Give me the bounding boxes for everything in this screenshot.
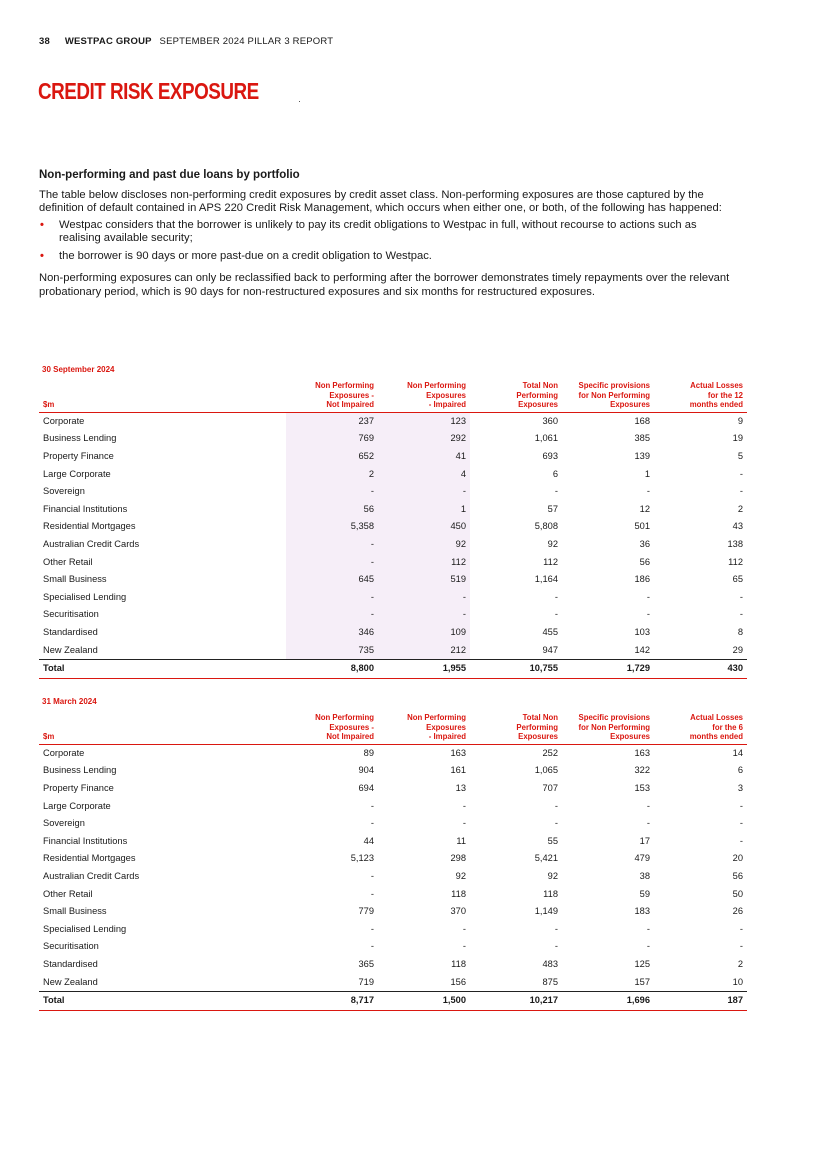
table-cell: 17 (639, 835, 650, 846)
table-cell: 118 (543, 888, 558, 899)
table-cell: - (286, 483, 378, 501)
exposure-table (39, 709, 747, 1011)
table-cell: 118 (451, 888, 466, 899)
row-label: Financial Institutions (43, 503, 128, 514)
row-label: Australian Credit Cards (43, 538, 140, 549)
table-row (39, 624, 747, 642)
table-cell: - (554, 941, 558, 952)
column-header-line: Exposures - (329, 722, 374, 732)
table-cell: 322 (634, 765, 650, 776)
table-cell: 212 (378, 642, 470, 660)
table-cell: 769 (286, 430, 378, 448)
table-cell: 92 (378, 536, 470, 554)
table-row (39, 798, 747, 816)
row-label: Sovereign (43, 486, 85, 497)
table-cell: 9 (737, 415, 743, 426)
total-cell: 187 (654, 992, 747, 1011)
column-header-line: Exposures (610, 400, 650, 410)
page-title: CREDIT RISK EXPOSURE (38, 78, 259, 104)
table-cell: - (739, 800, 743, 811)
table-cell: 142 (634, 644, 650, 655)
table-row (39, 815, 747, 833)
table-cell: - (370, 870, 374, 881)
table-row (39, 833, 747, 851)
total-cell: 1,955 (378, 660, 470, 679)
column-header-line: Exposures (426, 722, 466, 732)
table-cell: 19 (732, 433, 743, 444)
row-label: Residential Mortgages (43, 853, 136, 864)
column-header-line: $m (43, 400, 55, 410)
row-label: Other Retail (43, 556, 93, 567)
table-cell: - (286, 536, 378, 554)
column-header-line: Performing (516, 722, 558, 732)
section-heading: Non-performing and past due loans by portfolio (39, 169, 300, 181)
table-cell: 298 (450, 853, 466, 864)
table-cell: 6 (737, 765, 743, 776)
row-label: Small Business (43, 906, 107, 917)
column-header-line: months ended (689, 732, 743, 742)
bullet-icon: • (40, 250, 44, 263)
table-cell: 450 (378, 518, 470, 536)
table-cell: - (554, 609, 558, 620)
table-date: 31 March 2024 (42, 697, 97, 706)
table-cell: - (739, 486, 743, 497)
table-cell: 652 (286, 448, 378, 466)
table-cell: 10 (732, 976, 743, 987)
table-cell: 29 (732, 644, 743, 655)
column-header-line: Non Performing (315, 713, 374, 722)
table-cell: 38 (639, 870, 650, 881)
column-header (286, 709, 378, 744)
column-header-line: Non Performing (407, 713, 466, 722)
bullet-text: the borrower is 90 days or more past-due on a credit obligation to Westpac. (59, 250, 432, 263)
table-cell: 55 (547, 835, 558, 846)
column-header-line: Total Non (522, 713, 558, 722)
intro-paragraph: The table below discloses non-performing credit exposures by credit asset class. Non-performing exposures are those captured by the definition of default contained in APS 220 Credit Risk Management, which occurs when either one, or both, of the following has happened: (39, 189, 722, 215)
header-row (39, 377, 747, 412)
table-cell: - (378, 606, 470, 624)
table-row (39, 642, 747, 660)
table-cell: 693 (542, 450, 558, 461)
table-cell: 26 (732, 906, 743, 917)
table-cell: 89 (363, 747, 374, 758)
column-header-line: Not Impaired (326, 400, 374, 410)
table-cell: 360 (542, 415, 558, 426)
table-cell: 479 (634, 853, 650, 864)
table-cell: 8 (737, 626, 743, 637)
table-cell: 252 (542, 747, 558, 758)
table-cell: - (370, 941, 374, 952)
table-cell: 483 (542, 958, 558, 969)
bullet-item (39, 219, 739, 246)
table-row (39, 466, 747, 484)
column-header-line: Non Performing (315, 381, 374, 390)
table-cell: - (370, 923, 374, 934)
table-mar-2024 (39, 697, 747, 1011)
table-cell: 455 (542, 626, 558, 637)
table-cell: 163 (634, 747, 650, 758)
row-label: Securitisation (43, 609, 99, 620)
table-cell: - (554, 800, 558, 811)
table-cell: 14 (732, 747, 743, 758)
table-cell: 501 (634, 521, 650, 532)
table-cell: - (739, 818, 743, 829)
table-row (39, 606, 747, 624)
column-header-line: Specific provisions (578, 381, 650, 390)
column-header-line: months ended (689, 400, 743, 410)
table-cell: 1,164 (534, 574, 558, 585)
table-cell: 735 (286, 642, 378, 660)
total-cell: 430 (654, 660, 747, 679)
table-row (39, 571, 747, 589)
total-cell: 8,800 (286, 660, 378, 679)
row-label: Small Business (43, 574, 107, 585)
table-cell: 779 (358, 906, 374, 917)
table-cell: 56 (286, 501, 378, 519)
row-label: Standardised (43, 626, 98, 637)
table-cell: 65 (732, 574, 743, 585)
table-cell: 385 (634, 433, 650, 444)
table-cell: 153 (634, 782, 650, 793)
column-header-line: for Non Performing (578, 722, 650, 732)
table-cell: 157 (634, 976, 650, 987)
table-cell: 123 (378, 412, 470, 430)
table-cell: 707 (542, 782, 558, 793)
table-row (39, 589, 747, 607)
column-header (39, 709, 286, 744)
table-cell: 519 (378, 571, 470, 589)
table-cell: - (739, 923, 743, 934)
total-cell: 8,717 (286, 992, 378, 1011)
table-row (39, 430, 747, 448)
row-label: Corporate (43, 415, 85, 426)
row-label: Other Retail (43, 888, 93, 899)
column-header (654, 709, 747, 744)
table-cell: 1,065 (534, 765, 558, 776)
table-row (39, 536, 747, 554)
column-header-line: Exposures (610, 732, 650, 742)
table-row (39, 974, 747, 992)
column-header (39, 377, 286, 412)
bullet-text: Westpac considers that the borrower is unlikely to pay its credit obligations to Westpac in full, without recourse to actions such as realising available security; (59, 218, 697, 244)
table-cell: 41 (378, 448, 470, 466)
total-cell: 1,500 (378, 992, 470, 1011)
table-cell: 183 (634, 906, 650, 917)
table-row (39, 868, 747, 886)
table-cell: 2 (737, 503, 743, 514)
table-cell: 118 (451, 958, 466, 969)
table-cell: 1,061 (534, 433, 558, 444)
total-cell: 10,217 (470, 992, 562, 1011)
table-cell: - (646, 609, 650, 620)
row-label: New Zealand (43, 976, 98, 987)
table-cell: - (462, 818, 466, 829)
column-header-line: $m (43, 732, 55, 742)
column-header-line: Total Non (522, 381, 558, 390)
table-cell: 6 (552, 468, 558, 479)
table-cell: 719 (358, 976, 374, 987)
total-cell: 10,755 (470, 660, 562, 679)
column-header-line: - Impaired (428, 732, 466, 742)
table-cell: 5,421 (534, 853, 558, 864)
row-label: Australian Credit Cards (43, 870, 140, 881)
table-cell: 56 (732, 870, 743, 881)
table-date: 30 September 2024 (42, 365, 115, 374)
table-cell: 346 (286, 624, 378, 642)
column-header-line: Exposures - (329, 390, 374, 400)
table-cell: 365 (358, 958, 374, 969)
table-cell: - (370, 800, 374, 811)
column-header-line: Specific provisions (578, 713, 650, 722)
row-label: Property Finance (43, 782, 114, 793)
table-cell: 237 (286, 412, 378, 430)
closing-paragraph: Non-performing exposures can only be reclassified back to performing after the borrower demonstrates timely repayments over the relevant probationary period, which is 90 days for non-restructured exposures and six months for restructured exposures. (39, 272, 730, 298)
row-label: Sovereign (43, 818, 85, 829)
table-cell: - (370, 888, 374, 899)
column-header (378, 377, 470, 412)
table-row (39, 780, 747, 798)
table-row (39, 501, 747, 519)
table-cell: - (286, 554, 378, 572)
row-label: Property Finance (43, 450, 114, 461)
table-cell: - (554, 923, 558, 934)
table-cell: - (462, 800, 466, 811)
table-row (39, 886, 747, 904)
table-cell: - (646, 818, 650, 829)
total-label: Total (39, 992, 286, 1011)
table-cell: - (646, 486, 650, 497)
table-cell: 186 (634, 574, 650, 585)
table-cell: 168 (634, 415, 650, 426)
table-cell: 139 (634, 450, 650, 461)
column-header (286, 377, 378, 412)
table-cell: - (378, 589, 470, 607)
row-label: Corporate (43, 747, 85, 758)
table-cell: 20 (732, 853, 743, 864)
table-cell: 112 (543, 556, 558, 567)
table-cell: 43 (732, 521, 743, 532)
table-cell: - (739, 835, 743, 846)
column-header (562, 377, 654, 412)
table-cell: 694 (358, 782, 374, 793)
table-cell: 138 (727, 538, 743, 549)
table-cell: 125 (634, 958, 650, 969)
table-cell: - (646, 923, 650, 934)
table-cell: 370 (450, 906, 466, 917)
stray-dot (299, 101, 300, 102)
table-sep-2024 (39, 365, 747, 679)
table-cell: 44 (363, 835, 374, 846)
row-label: Specialised Lending (43, 591, 127, 602)
column-header-line: Exposures (518, 732, 558, 742)
table-cell: - (554, 818, 558, 829)
table-cell: 1 (378, 501, 470, 519)
column-header-line: Actual Losses (690, 381, 743, 390)
table-cell: 13 (455, 782, 466, 793)
table-row (39, 518, 747, 536)
row-label: New Zealand (43, 644, 98, 655)
column-header-line: Exposures (426, 390, 466, 400)
table-cell: - (739, 941, 743, 952)
table-cell: 1 (644, 468, 650, 479)
table-row (39, 938, 747, 956)
table-cell: 92 (547, 538, 558, 549)
table-cell: 59 (639, 888, 650, 899)
column-header-line: - Impaired (428, 400, 466, 410)
row-label: Large Corporate (43, 800, 111, 811)
table-cell: 109 (378, 624, 470, 642)
row-label: Business Lending (43, 433, 117, 444)
table-cell: - (646, 941, 650, 952)
exposure-table (39, 377, 747, 679)
table-cell: 103 (634, 626, 650, 637)
table-cell: 56 (639, 556, 650, 567)
column-header-line: Actual Losses (690, 713, 743, 722)
table-cell: - (739, 609, 743, 620)
total-row (39, 992, 747, 1011)
column-header-line: Exposures (518, 400, 558, 410)
column-header-line: for the 6 (712, 722, 743, 732)
table-row (39, 921, 747, 939)
bullet-item (39, 250, 739, 263)
total-row (39, 660, 747, 679)
row-label: Specialised Lending (43, 923, 127, 934)
table-cell: - (370, 818, 374, 829)
table-row (39, 744, 747, 762)
table-cell: - (286, 589, 378, 607)
table-cell: 112 (728, 556, 743, 567)
table-cell: 875 (542, 976, 558, 987)
table-row (39, 554, 747, 572)
table-cell: 11 (456, 835, 466, 846)
total-cell: 1,729 (562, 660, 654, 679)
row-label: Business Lending (43, 765, 117, 776)
table-row (39, 448, 747, 466)
row-label: Standardised (43, 958, 98, 969)
table-cell: 92 (547, 870, 558, 881)
table-cell: 904 (358, 765, 374, 776)
table-cell: 163 (450, 747, 466, 758)
table-cell: - (646, 591, 650, 602)
column-header (654, 377, 747, 412)
table-cell: 5,358 (286, 518, 378, 536)
bullet-icon: • (40, 218, 44, 231)
table-cell: - (554, 486, 558, 497)
page-header (39, 36, 333, 47)
table-cell: - (739, 591, 743, 602)
table-cell: 12 (639, 503, 650, 514)
table-row (39, 903, 747, 921)
table-cell: 36 (639, 538, 650, 549)
table-cell: 645 (286, 571, 378, 589)
table-cell: 112 (378, 554, 470, 572)
table-cell: 2 (737, 958, 743, 969)
table-cell: 156 (450, 976, 466, 987)
table-cell: 5,123 (350, 853, 374, 864)
brand-name: WESTPAC GROUP (64, 36, 152, 47)
table-row (39, 956, 747, 974)
table-cell: - (462, 923, 466, 934)
row-label: Residential Mortgages (43, 521, 136, 532)
row-label: Securitisation (43, 941, 99, 952)
table-cell: 947 (542, 644, 558, 655)
total-cell: 1,696 (562, 992, 654, 1011)
table-row (39, 850, 747, 868)
column-header-line: for Non Performing (578, 390, 650, 400)
table-cell: 1,149 (534, 906, 558, 917)
column-header-line: for the 12 (707, 390, 743, 400)
table-cell: 92 (455, 870, 466, 881)
column-header (470, 709, 562, 744)
table-cell: - (378, 483, 470, 501)
table-cell: 5 (737, 450, 743, 461)
column-header (378, 709, 470, 744)
row-label: Financial Institutions (43, 835, 128, 846)
table-cell: 292 (378, 430, 470, 448)
column-header (562, 709, 654, 744)
intro-section (39, 169, 739, 299)
table-cell: 57 (547, 503, 558, 514)
table-cell: 3 (737, 782, 743, 793)
table-cell: - (646, 800, 650, 811)
column-header-line: Not Impaired (326, 732, 374, 742)
table-row (39, 762, 747, 780)
table-cell: - (739, 468, 743, 479)
table-cell: - (554, 591, 558, 602)
header-row (39, 709, 747, 744)
page-number: 38 (39, 36, 50, 47)
column-header-line: Non Performing (407, 381, 466, 390)
table-cell: 2 (286, 466, 378, 484)
table-cell: 50 (732, 888, 743, 899)
table-cell: 4 (378, 466, 470, 484)
table-cell: 161 (450, 765, 466, 776)
bullet-list (39, 219, 739, 264)
column-header (470, 377, 562, 412)
table-cell: 5,808 (534, 521, 558, 532)
row-label: Large Corporate (43, 468, 111, 479)
table-row (39, 483, 747, 501)
table-cell: - (286, 606, 378, 624)
column-header-line: Performing (516, 390, 558, 400)
total-label: Total (39, 660, 286, 679)
table-row (39, 412, 747, 430)
table-cell: - (462, 941, 466, 952)
report-name: SEPTEMBER 2024 PILLAR 3 REPORT (159, 36, 334, 47)
